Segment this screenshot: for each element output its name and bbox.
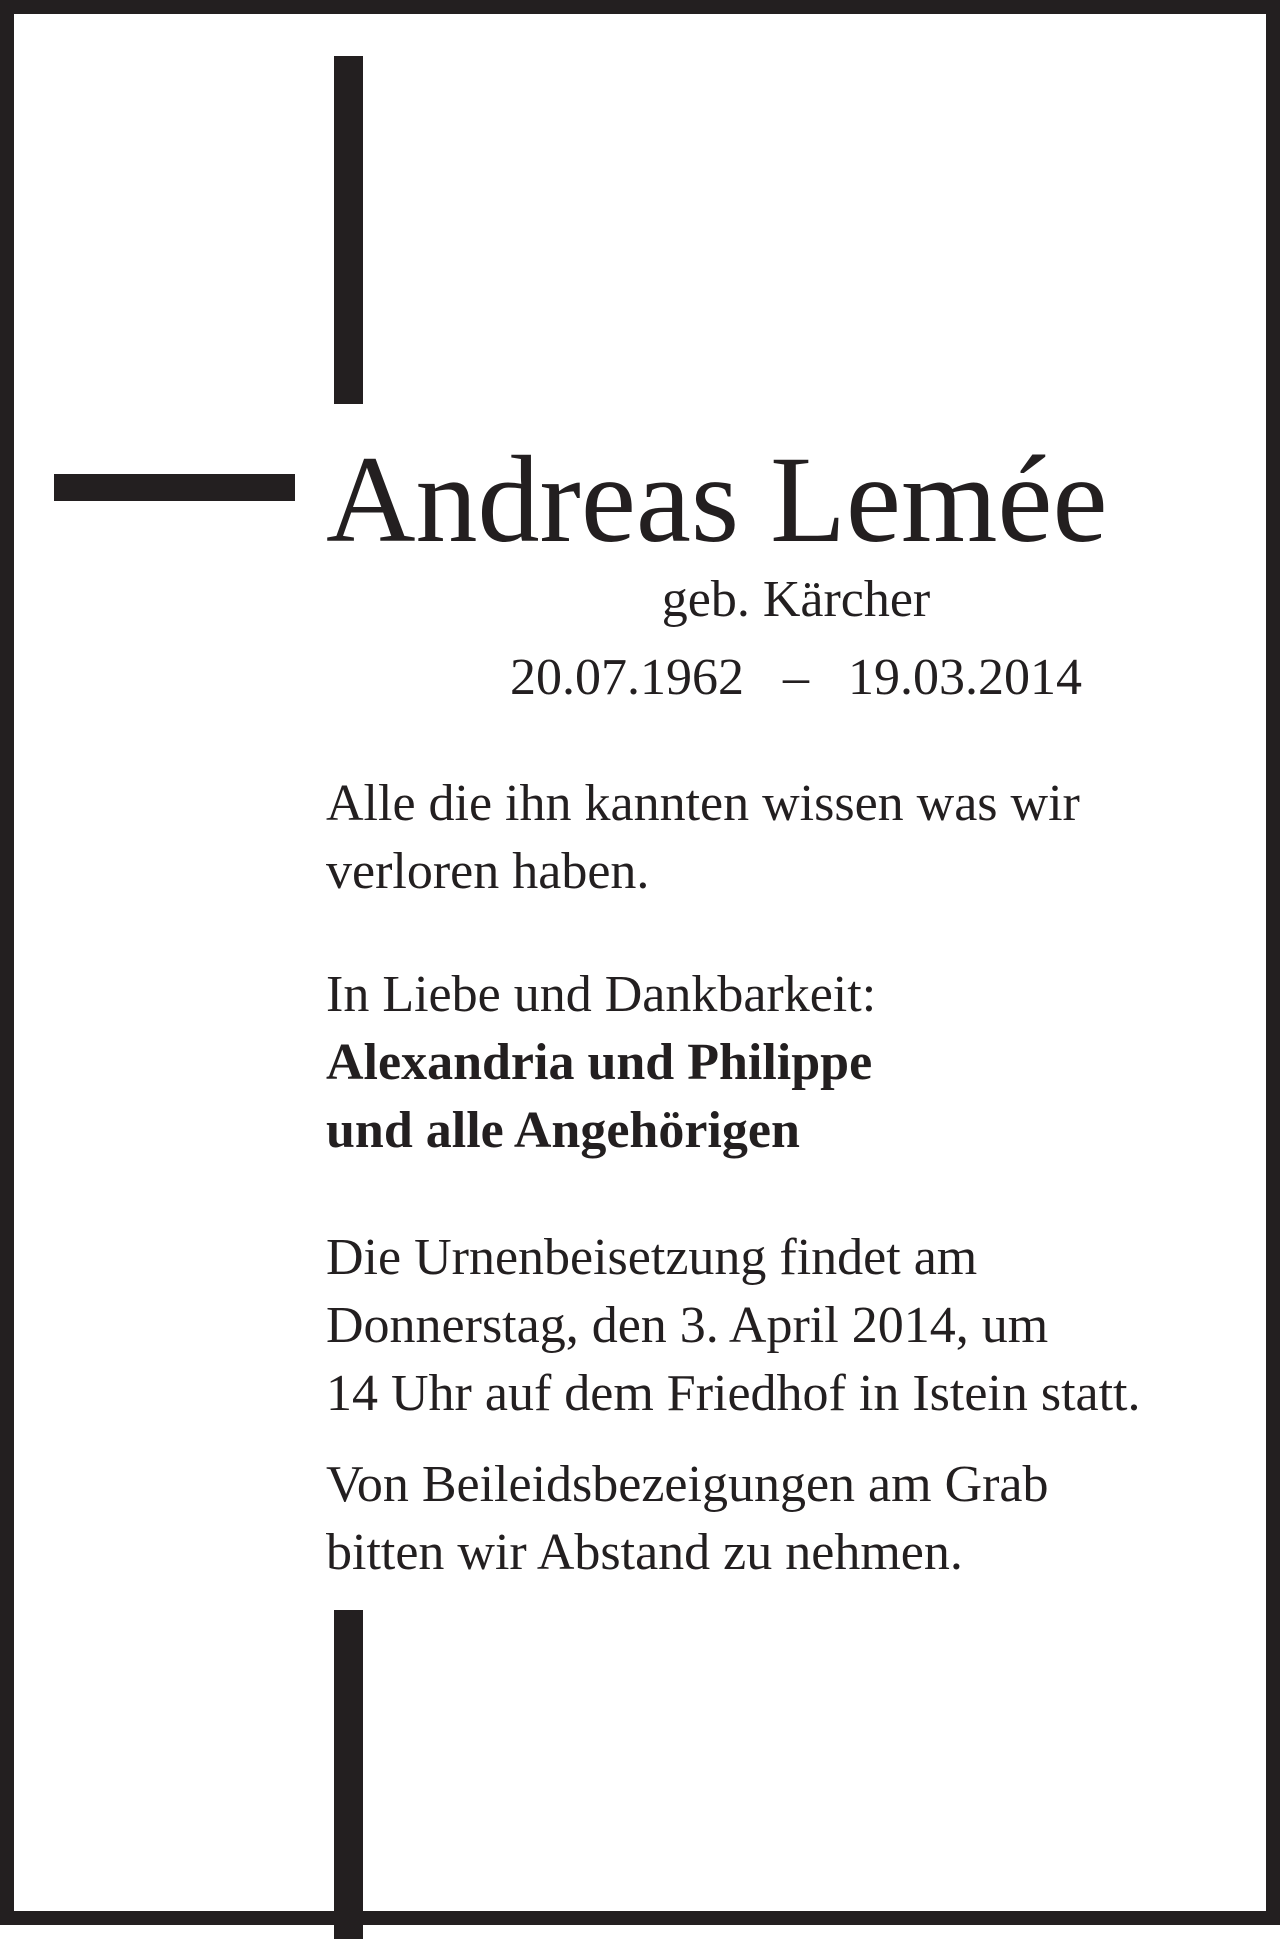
- burial-line: Donnerstag, den 3. April 2014, um: [326, 1297, 1049, 1354]
- condolence-note: [326, 1451, 1276, 1587]
- burial-line: Die Urnenbeisetzung findet am: [326, 1229, 978, 1286]
- condolence-line: bitten wir Abstand zu nehmen.: [326, 1524, 963, 1581]
- mourners-names: Alexandria und Philippe: [326, 1034, 873, 1091]
- quote-line: verloren haben.: [326, 843, 650, 900]
- mourners-relatives: und alle Angehörigen: [326, 1102, 800, 1159]
- quote-line: Alle die ihn kannten wissen was wir: [326, 775, 1080, 832]
- death-date: 19.03.2014: [848, 649, 1082, 706]
- burial-line: 14 Uhr auf dem Friedhof in Istein statt.: [326, 1365, 1141, 1422]
- cross-vertical-top: [334, 56, 363, 404]
- memorial-quote: [326, 770, 1276, 906]
- mourners-block: [326, 961, 1276, 1165]
- mourners-intro: In Liebe und Dankbarkeit:: [326, 966, 877, 1023]
- burial-info: [326, 1224, 1276, 1428]
- cross-vertical-bottom: [334, 1610, 363, 1939]
- birth-date: 20.07.1962: [510, 649, 744, 706]
- date-separator: –: [783, 649, 809, 706]
- life-dates: [326, 649, 1266, 706]
- condolence-line: Von Beileidsbezeigungen am Grab: [326, 1456, 1049, 1513]
- cross-horizontal-bar: [54, 474, 295, 501]
- birth-name: geb. Kärcher: [661, 571, 931, 628]
- deceased-name: Andreas Lemée: [326, 431, 1108, 568]
